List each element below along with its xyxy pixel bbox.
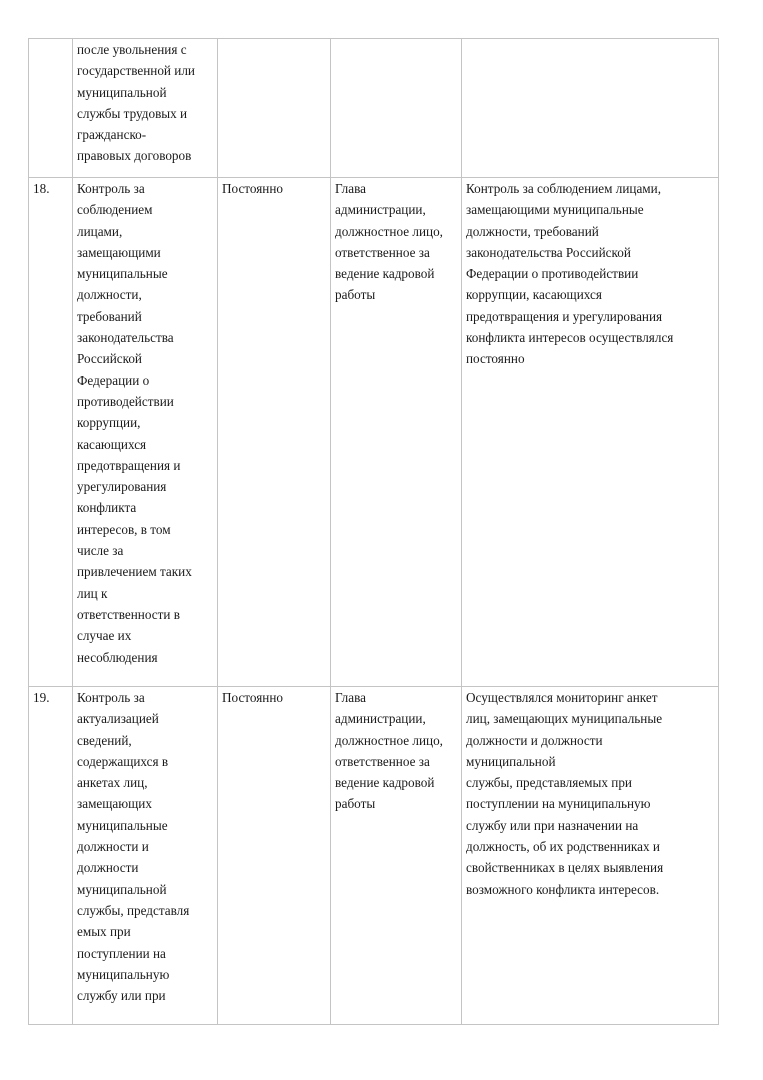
- term-cell: Постоянно: [218, 687, 331, 1025]
- result-text-line: Осуществлялся мониторинг анкет: [466, 690, 658, 705]
- measure-text-line: Контроль за: [77, 181, 145, 196]
- table-row: [29, 178, 719, 687]
- measure-text-line: соблюдением: [77, 202, 153, 218]
- measure-text-line: гражданско-: [77, 127, 147, 143]
- measure-text-line: поступлении на: [77, 945, 166, 961]
- row-number-cell: [29, 39, 73, 178]
- table-row: [29, 687, 719, 1025]
- responsible-cell: [331, 39, 462, 178]
- result-text-line: коррупции, касающихся: [466, 287, 602, 303]
- measure-text-line: замещающих: [77, 796, 152, 812]
- measure-text-line: урегулирования: [77, 479, 167, 495]
- responsible-text-line: администрации,: [335, 202, 426, 218]
- measure-cell: [73, 178, 218, 687]
- responsible-text-line: ведение кадровой: [335, 775, 435, 791]
- result-text-line: лиц, замещающих муниципальные: [466, 711, 663, 727]
- term-cell: [218, 39, 331, 178]
- measure-text-line: сведений,: [77, 732, 132, 748]
- measure-text-line: должности и: [77, 839, 149, 855]
- responsible-text-line: Глава: [335, 690, 366, 705]
- measure-text-line: числе за: [77, 543, 124, 559]
- responsible-text-line: ответственное за: [335, 753, 430, 769]
- document-page: [28, 38, 718, 1025]
- measure-text-line: правовых договоров: [77, 148, 192, 164]
- responsible-text-line: работы: [335, 796, 376, 812]
- result-text-line: муниципальной: [466, 753, 556, 769]
- measure-text-line: содержащихся в: [77, 753, 169, 769]
- measure-text-line: интересов, в том: [77, 521, 171, 537]
- measure-text-line: Российской: [77, 351, 142, 367]
- measure-text-line: после увольнения с: [77, 42, 187, 57]
- result-text-line: должности и должности: [466, 732, 603, 748]
- measure-text-line: должности: [77, 860, 139, 876]
- responsible-text-line: должностное лицо,: [335, 223, 443, 239]
- responsible-cell: [331, 178, 462, 687]
- result-text-line: постоянно: [466, 351, 525, 367]
- row-number-cell: 19.: [29, 687, 73, 1025]
- measure-text-line: службу или при: [77, 988, 166, 1004]
- measure-text-line: ответственности в: [77, 606, 180, 622]
- measure-text-line: актуализацией: [77, 711, 159, 727]
- measure-text-line: лицами,: [77, 223, 123, 239]
- measure-text-line: муниципальные: [77, 817, 168, 833]
- measure-cell: [73, 687, 218, 1025]
- result-text-line: службы, представляемых при: [466, 775, 632, 791]
- measure-text-line: предотвращения и: [77, 457, 181, 473]
- measure-text-line: касающихся: [77, 436, 147, 452]
- table-row: [29, 39, 719, 178]
- measure-text-line: случае их: [77, 628, 132, 644]
- responsible-text-line: администрации,: [335, 711, 426, 727]
- row-number-cell: 18.: [29, 178, 73, 687]
- measure-text-line: емых при: [77, 924, 131, 940]
- measure-text-line: анкетах лиц,: [77, 775, 148, 791]
- result-cell: [462, 39, 719, 178]
- measure-text-line: муниципальной: [77, 84, 167, 100]
- measure-text-line: привлечением таких: [77, 564, 192, 580]
- responsible-cell: [331, 687, 462, 1025]
- result-cell: [462, 178, 719, 687]
- result-text-line: замещающими муниципальные: [466, 202, 644, 218]
- measure-text-line: государственной или: [77, 63, 195, 79]
- measure-text-line: муниципальные: [77, 266, 168, 282]
- result-text-line: конфликта интересов осуществлялся: [466, 330, 674, 346]
- result-text-line: предотвращения и урегулирования: [466, 308, 663, 324]
- responsible-text-line: работы: [335, 287, 376, 303]
- responsible-text-line: ответственное за: [335, 244, 430, 260]
- measure-text-line: требований: [77, 308, 142, 324]
- result-text-line: Контроль за соблюдением лицами,: [466, 181, 661, 196]
- responsible-text-line: ведение кадровой: [335, 266, 435, 282]
- result-text-line: службу или при назначении на: [466, 817, 639, 833]
- table-body: [29, 39, 719, 1025]
- responsible-text-line: должностное лицо,: [335, 732, 443, 748]
- measure-text-line: коррупции,: [77, 415, 141, 431]
- result-text-line: должности, требований: [466, 223, 599, 239]
- result-text-line: свойственниках в целях выявления: [466, 860, 664, 876]
- responsible-text-line: Глава: [335, 181, 366, 196]
- measure-text-line: противодействии: [77, 393, 174, 409]
- measure-text-line: Контроль за: [77, 690, 145, 705]
- measure-text-line: муниципальную: [77, 966, 170, 982]
- result-text-line: законодательства Российской: [466, 244, 631, 260]
- result-text-line: поступлении на муниципальную: [466, 796, 651, 812]
- measure-text-line: законодательства: [77, 330, 174, 346]
- measure-text-line: конфликта: [77, 500, 137, 516]
- anticorruption-measures-table: [28, 38, 719, 1025]
- measure-text-line: должности,: [77, 287, 142, 303]
- result-text-line: Федерации о противодействии: [466, 266, 639, 282]
- measure-text-line: лиц к: [77, 585, 108, 601]
- measure-text-line: замещающими: [77, 244, 161, 260]
- result-cell: [462, 687, 719, 1025]
- result-text-line: должность, об их родственниках и: [466, 839, 660, 855]
- result-text-line: возможного конфликта интересов.: [466, 881, 660, 897]
- measure-text-line: несоблюдения: [77, 649, 158, 665]
- measure-text-line: службы, представля: [77, 902, 190, 918]
- measure-text-line: Федерации о: [77, 372, 150, 388]
- measure-cell: [73, 39, 218, 178]
- measure-text-line: службы трудовых и: [77, 105, 188, 121]
- term-cell: Постоянно: [218, 178, 331, 687]
- measure-text-line: муниципальной: [77, 881, 167, 897]
